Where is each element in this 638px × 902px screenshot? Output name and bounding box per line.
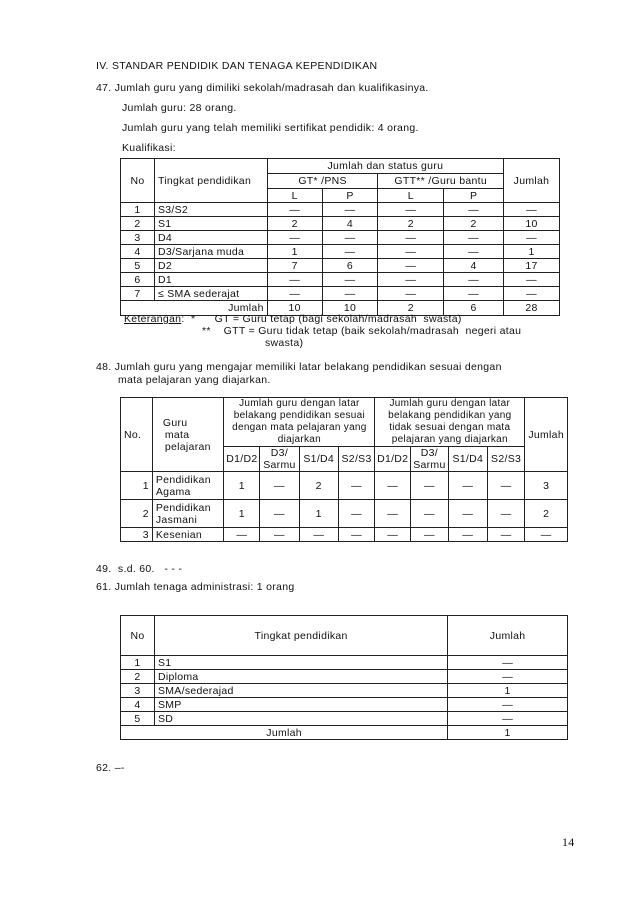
q47-note-gt: : * GT = Guru tetap (bagi sekolah/madrasah swasta) (181, 313, 462, 325)
q61-cell-total: 1 (448, 684, 568, 698)
q47-cell-gt-p: 4 (322, 217, 378, 231)
q47-cell-level: D1 (154, 273, 267, 287)
q61-cell-no: 1 (121, 656, 155, 670)
q48-header-mismatching (375, 398, 525, 447)
q47-cell-gtt-p: — (444, 203, 504, 217)
table-row (121, 712, 568, 726)
q48-cell-value: — (487, 528, 524, 542)
q47-cell-gt-p: — (322, 273, 378, 287)
table-row (121, 273, 560, 287)
q47-cell-no: 7 (121, 287, 155, 301)
q47-cell-gtt-p: — (444, 245, 504, 259)
q48-subject-line: Pendidikan (155, 473, 211, 486)
q47-sum-gt-p: 10 (322, 301, 378, 316)
q47-cell-no: 3 (121, 231, 155, 245)
q48-cell-value: — (338, 500, 375, 528)
q48-subject-line: Jasmani (155, 513, 198, 526)
q48-cell-value: — (448, 528, 487, 542)
table-row (121, 670, 568, 684)
q47-cell-gtt-p: — (444, 287, 504, 301)
q61-cell-total: — (448, 712, 568, 726)
q61-header-total: Jumlah (448, 616, 568, 656)
q47-cell-total: 10 (504, 217, 560, 231)
q48-header-mismatching-line: tidak sesuai dengan mata (389, 422, 511, 433)
q47-header-gt-l: L (267, 189, 322, 203)
q47-sum-gtt-p: 6 (444, 301, 504, 316)
q48-subject-table (120, 397, 568, 542)
q48-cell-value: — (487, 472, 524, 500)
table-row (121, 528, 568, 542)
q48-cell-value: — (224, 528, 260, 542)
q48-cell-subject (152, 472, 224, 500)
q47-cell-gt-l: — (267, 273, 322, 287)
q47-cell-no: 6 (121, 273, 155, 287)
q48-header-subject-line3: pelajaran (164, 440, 211, 453)
q48-header-mismatching-line: belakang pendidikan yang (388, 410, 512, 421)
table-row (121, 287, 560, 301)
q61-cell-no: 3 (121, 684, 155, 698)
q48-header-d1d2: D1/D2 (375, 447, 411, 472)
q47-cell-no: 5 (121, 259, 155, 273)
q47-header-no: No (121, 159, 155, 203)
table-row (121, 245, 560, 259)
q61-cell-no: 4 (121, 698, 155, 712)
q47-cell-gt-l: 2 (267, 217, 322, 231)
q47-title: 47. Jumlah guru yang dimiliki sekolah/madrasah dan kualifikasinya. (96, 82, 429, 94)
q47-sum-gt-l: 10 (267, 301, 322, 316)
q47-cell-gtt-l: — (378, 287, 444, 301)
table-row (121, 698, 568, 712)
q47-sum-gtt-l: 2 (378, 301, 444, 316)
q47-cell-gt-p: 6 (322, 259, 378, 273)
q47-cell-gtt-l: — (378, 259, 444, 273)
q47-qualification-table (120, 158, 560, 316)
q48-header-matching-line: belakang pendidikan sesuai (233, 410, 365, 421)
q48-subject-line: Pendidikan (155, 501, 211, 514)
q48-header-matching-line: diajarkan (277, 434, 322, 445)
q47-cell-gtt-l: 2 (378, 217, 444, 231)
q61-cell-level: S1 (154, 656, 447, 670)
q47-cell-gtt-p: 2 (444, 217, 504, 231)
q48-cell-value: — (260, 500, 299, 528)
q47-cell-gt-l: — (267, 231, 322, 245)
q47-cell-level: D2 (154, 259, 267, 273)
q47-note-line1 (124, 313, 462, 325)
q61-cell-level: SMA/sederajad (154, 684, 447, 698)
q47-cell-gt-p: — (322, 231, 378, 245)
q61-sum-total: 1 (448, 726, 568, 740)
q47-sum-total: 28 (504, 301, 560, 316)
q48-cell-value: — (375, 500, 411, 528)
q48-header-s1d4: S1/D4 (448, 447, 487, 472)
table-row (121, 203, 560, 217)
q47-header-gtt: GTT** /Guru bantu (378, 174, 504, 189)
q48-cell-subject: Kesenian (152, 528, 224, 542)
q47-sum-label: Jumlah (121, 301, 268, 316)
table-row (121, 684, 568, 698)
q48-cell-value: — (448, 472, 487, 500)
q47-note-gtt-cont: swasta) (265, 337, 304, 349)
q47-cell-gtt-l: — (378, 273, 444, 287)
q61-admin-table (120, 615, 568, 740)
q48-cell-value: — (448, 500, 487, 528)
q47-header-gtt-p: P (444, 189, 504, 203)
q48-cell-value: 1 (224, 472, 260, 500)
q61-cell-level: Diploma (154, 670, 447, 684)
page-number: 14 (562, 835, 575, 849)
q47-header-level: Tingkat pendidikan (154, 159, 267, 203)
q47-cell-gt-p: — (322, 245, 378, 259)
q48-cell-no: 3 (121, 528, 153, 542)
q61-cell-level: SD (154, 712, 447, 726)
q47-cell-total: — (504, 287, 560, 301)
q48-header-matching-line: Jumlah guru dengan latar (239, 398, 360, 409)
q48-cell-total: — (525, 528, 568, 542)
q47-cell-level: S3/S2 (154, 203, 267, 217)
q48-cell-value: — (338, 472, 375, 500)
q47-cell-gtt-l: — (378, 245, 444, 259)
q47-note-label: Keterangan (124, 313, 182, 325)
table-row (121, 259, 560, 273)
q47-cell-level: D4 (154, 231, 267, 245)
q47-header-gt-p: P (322, 189, 378, 203)
q47-header-gt: GT* /PNS (267, 174, 378, 189)
q48-cell-total: 3 (525, 472, 568, 500)
q47-certified-teachers: Jumlah guru yang telah memiliki sertifikat pendidik: 4 orang. (122, 122, 419, 134)
q47-cell-gtt-p: 4 (444, 259, 504, 273)
q47-qualification-label: Kualifikasi: (122, 142, 176, 154)
q48-cell-no: 2 (121, 500, 153, 528)
q47-cell-gt-p: — (322, 203, 378, 217)
q47-header-total: Jumlah (504, 159, 560, 203)
q47-cell-gt-l: 1 (267, 245, 322, 259)
q47-cell-gt-l: — (267, 287, 322, 301)
q48-title: 48. Jumlah guru yang mengajar memiliki latar belakang pendidikan sesuai dengan (96, 361, 502, 373)
q48-cell-value: — (411, 472, 449, 500)
q48-header-no: No. (121, 398, 153, 472)
q61-cell-no: 2 (121, 670, 155, 684)
q48-header-total: Jumlah (525, 398, 568, 472)
q61-cell-total: — (448, 698, 568, 712)
q48-header-d3: D3/ Sarmu (260, 447, 299, 472)
q47-total-teachers: Jumlah guru: 28 orang. (122, 102, 237, 114)
q47-cell-no: 4 (121, 245, 155, 259)
q61-cell-level: SMP (154, 698, 447, 712)
q48-header-matching (224, 398, 375, 447)
q48-cell-value: — (375, 472, 411, 500)
q61-header-no: No (121, 616, 155, 656)
q47-cell-total: — (504, 273, 560, 287)
q47-header-status: Jumlah dan status guru (267, 159, 503, 174)
table-row (121, 217, 560, 231)
q47-cell-level: D3/Sarjana muda (154, 245, 267, 259)
q47-cell-gtt-l: — (378, 203, 444, 217)
q61-title: 61. Jumlah tenaga administrasi: 1 orang (96, 581, 295, 593)
q47-cell-gt-l: 7 (267, 259, 322, 273)
q48-header-s2s3: S2/S3 (338, 447, 375, 472)
q47-header-gtt-l: L (378, 189, 444, 203)
q61-cell-total: — (448, 670, 568, 684)
q48-header-subject-line1: Guru (162, 416, 188, 429)
q48-cell-value: — (411, 500, 449, 528)
table-row (121, 656, 568, 670)
q61-cell-total: — (448, 656, 568, 670)
q47-note-gtt: ** GTT = Guru tidak tetap (baik sekolah/madrasah negeri atau (202, 325, 522, 337)
q61-sum-label: Jumlah (121, 726, 448, 740)
q48-cell-value: 1 (224, 500, 260, 528)
q47-cell-no: 2 (121, 217, 155, 231)
q48-header-mismatching-line: pelajaran yang diajarkan (391, 434, 508, 445)
q47-cell-total: 17 (504, 259, 560, 273)
q48-cell-value: — (299, 528, 338, 542)
q47-cell-gt-p: — (322, 287, 378, 301)
q61-header-level: Tingkat pendidikan (154, 616, 447, 656)
q62-line: 62. –- (96, 762, 125, 774)
q47-cell-total: — (504, 231, 560, 245)
table-total-row (121, 726, 568, 740)
table-row (121, 472, 568, 500)
q47-cell-gtt-p: — (444, 231, 504, 245)
q61-cell-no: 5 (121, 712, 155, 726)
q48-cell-total: 2 (525, 500, 568, 528)
q48-header-s2s3: S2/S3 (487, 447, 524, 472)
q49-60-line: 49. s.d. 60. - - - (96, 563, 183, 575)
q48-cell-value: — (375, 528, 411, 542)
q47-cell-level: ≤ SMA sederajat (154, 287, 267, 301)
q48-cell-value: — (338, 528, 375, 542)
q48-cell-value: — (260, 472, 299, 500)
q48-cell-no: 1 (121, 472, 153, 500)
q48-cell-subject (152, 500, 224, 528)
q48-cell-value: 2 (299, 472, 338, 500)
q48-cell-value: — (487, 500, 524, 528)
q47-cell-level: S1 (154, 217, 267, 231)
q47-cell-total: 1 (504, 245, 560, 259)
q48-header-s1d4: S1/D4 (299, 447, 338, 472)
q47-cell-gt-l: — (267, 203, 322, 217)
q48-header-subject-line2: mata (164, 428, 190, 441)
q48-title-cont: mata pelajaran yang diajarkan. (118, 374, 271, 386)
q47-cell-total: — (504, 203, 560, 217)
q47-cell-no: 1 (121, 203, 155, 217)
q48-cell-value: — (260, 528, 299, 542)
section-title: IV. STANDAR PENDIDIK DAN TENAGA KEPENDIDIKAN (96, 60, 378, 72)
q48-header-d3: D3/ Sarmu (411, 447, 449, 472)
q47-cell-gtt-p: — (444, 273, 504, 287)
table-row (121, 500, 568, 528)
q48-header-subject (152, 398, 224, 472)
q48-cell-value: 1 (299, 500, 338, 528)
q47-cell-gtt-l: — (378, 231, 444, 245)
q48-header-matching-line: dengan mata pelajaran yang (232, 422, 367, 433)
table-row (121, 231, 560, 245)
q48-header-d1d2: D1/D2 (224, 447, 260, 472)
q48-subject-line: Agama (155, 485, 191, 498)
q48-header-mismatching-line: Jumlah guru dengan latar (389, 398, 511, 409)
q48-cell-value: — (411, 528, 449, 542)
